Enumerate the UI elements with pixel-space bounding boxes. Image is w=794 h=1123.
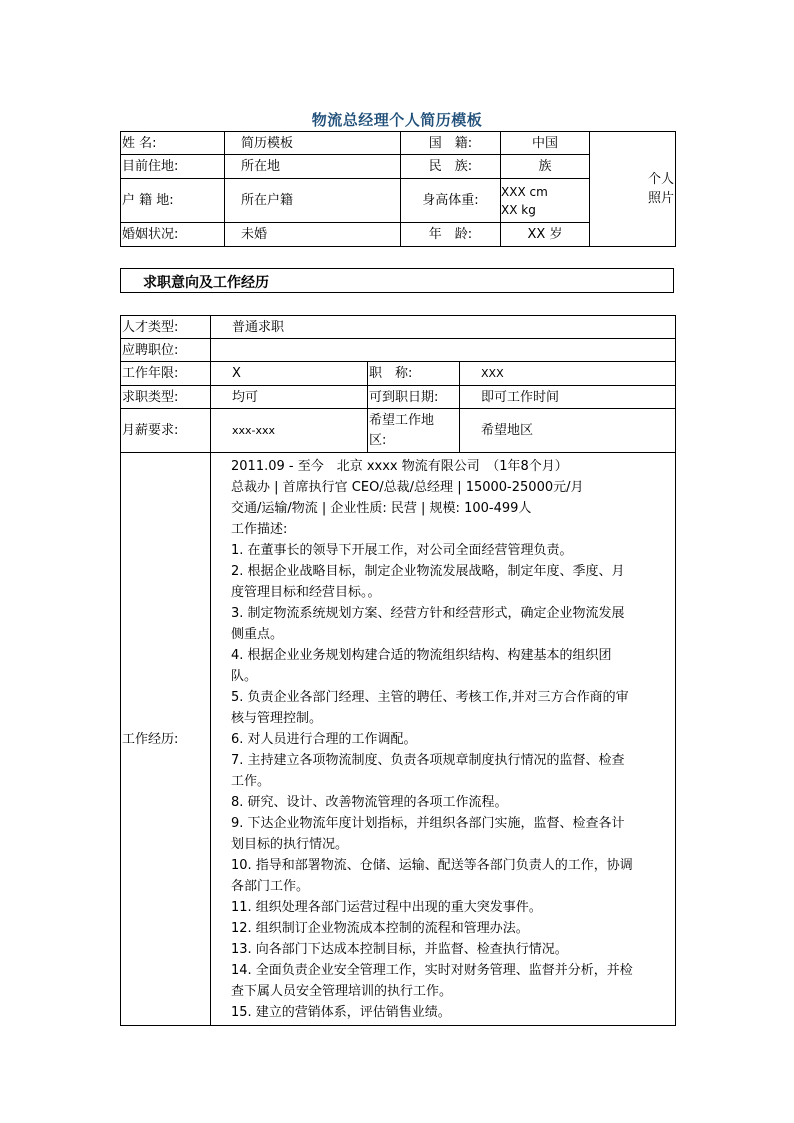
experience-line: 12. 组织制订企业物流成本控制的流程和管理办法。 [231, 921, 529, 936]
experience-line: 侧重点。 [231, 627, 284, 642]
experience-line: 总裁办 | 首席执行官 CEO/总裁/总经理 | 15000-25000元/月 [231, 480, 584, 495]
experience-line: 2. 根据企业战略目标，制定企业物流发展战略，制定年度、季度、月 [231, 564, 625, 579]
experience-content [211, 453, 676, 1026]
nationality-value: 中国 [501, 132, 590, 155]
name-value: 简历模板 [225, 132, 401, 155]
salary-value: xxx-xxx [211, 409, 368, 453]
job-type-value: 均可 [211, 386, 368, 409]
residence-value: 所在地 [225, 155, 401, 179]
experience-line: 6. 对人员进行合理的工作调配。 [231, 732, 417, 747]
available-date-label: 可到职日期: [368, 386, 460, 409]
experience-line: 13. 向各部门下达成本控制目标，并监督、检查执行情况。 [231, 942, 568, 957]
location-label-line2: 区: [369, 432, 387, 448]
experience-line: 工作。 [231, 774, 271, 789]
nationality-label: 国 籍: [401, 132, 501, 155]
location-label-line1: 希望工作地 [369, 412, 435, 428]
experience-line: 2011.09 - 至今 北京 xxxx 物流有限公司 （1年8个月） [231, 459, 568, 474]
years-label: 工作年限: [121, 362, 211, 386]
experience-line: 划目标的执行情况。 [231, 837, 349, 852]
job-type-label: 求职类型: [121, 386, 211, 409]
name-label: 姓 名: [121, 132, 225, 155]
marital-label: 婚姻状况: [121, 223, 225, 247]
height-weight-value [501, 179, 590, 223]
available-date-value: 即可工作时间 [460, 386, 676, 409]
photo-placeholder [626, 170, 674, 208]
talent-type-label: 人才类型: [121, 316, 211, 339]
experience-line: 度管理目标和经营目标。。 [231, 585, 381, 600]
title-value: XXX [460, 362, 676, 386]
photo-label-line1: 个人 [648, 172, 675, 187]
age-value: XX 岁 [501, 223, 590, 247]
talent-type-value: 普通求职 [211, 316, 676, 339]
photo-label-line2: 照片 [648, 191, 675, 206]
section-heading: 求职意向及工作经历 [143, 275, 269, 291]
experience-line: 9. 下达企业物流年度计划指标，并组织各部门实施，监督、检查各计 [231, 816, 625, 831]
title-label: 职 称: [368, 362, 460, 386]
experience-line: 5. 负责企业各部门经理、主管的聘任、考核工作,并对三方合作商的审 [231, 690, 629, 705]
experience-line: 队。 [231, 669, 258, 684]
height-weight-label: 身高体重: [401, 179, 501, 223]
height-value: XXX cm [501, 184, 548, 199]
position-value [211, 339, 676, 362]
experience-line: 工作描述: [231, 522, 288, 537]
location-label [368, 409, 460, 453]
experience-line: 查下属人员安全管理培训的执行工作。 [231, 984, 453, 999]
experience-line: 各部门工作。 [231, 879, 310, 894]
experience-line: 核与管理控制。 [231, 711, 323, 726]
job-intent-table [120, 315, 676, 1026]
basic-info-table [120, 131, 676, 247]
marital-value: 未婚 [225, 223, 401, 247]
years-value: X [211, 362, 368, 386]
ethnicity-label: 民 族: [401, 155, 501, 179]
section-heading-box [120, 268, 674, 293]
experience-line: 4. 根据企业业务规划构建合适的物流组织结构、构建基本的组织团 [231, 648, 612, 663]
photo-cell [590, 132, 676, 247]
hukou-label: 户 籍 地: [121, 179, 225, 223]
experience-line: 15. 建立的营销体系，评估销售业绩。 [231, 1005, 451, 1020]
experience-line: 10. 指导和部署物流、仓储、运输、配送等各部门负责人的工作，协调 [231, 858, 633, 873]
experience-label: 工作经历: [121, 453, 211, 1026]
page-title: 物流总经理个人简历模板 [311, 111, 483, 129]
experience-line: 14. 全面负责企业安全管理工作，实时对财务管理、监督并分析，并检 [231, 963, 633, 978]
experience-line: 1. 在董事长的领导下开展工作，对公司全面经营管理负责。 [231, 543, 573, 558]
experience-line: 7. 主持建立各项物流制度、负责各项规章制度执行情况的监督、检查 [231, 753, 625, 768]
salary-label: 月薪要求: [121, 409, 211, 453]
location-value: 希望地区 [460, 409, 676, 453]
experience-line: 8. 研究、设计、改善物流管理的各项工作流程。 [231, 795, 508, 810]
age-label: 年 龄: [401, 223, 501, 247]
experience-line: 3. 制定物流系统规划方案、经营方针和经营形式，确定企业物流发展 [231, 606, 625, 621]
experience-line: 交通/运输/物流 | 企业性质: 民营 | 规模: 100-499人 [231, 501, 532, 516]
residence-label: 目前住地: [121, 155, 225, 179]
position-label: 应聘职位: [121, 339, 211, 362]
ethnicity-value: 族 [501, 155, 590, 179]
hukou-value: 所在户籍 [225, 179, 401, 223]
experience-line: 11. 组织处理各部门运营过程中出现的重大突发事件。 [231, 900, 542, 915]
weight-value: XX kg [501, 202, 536, 217]
